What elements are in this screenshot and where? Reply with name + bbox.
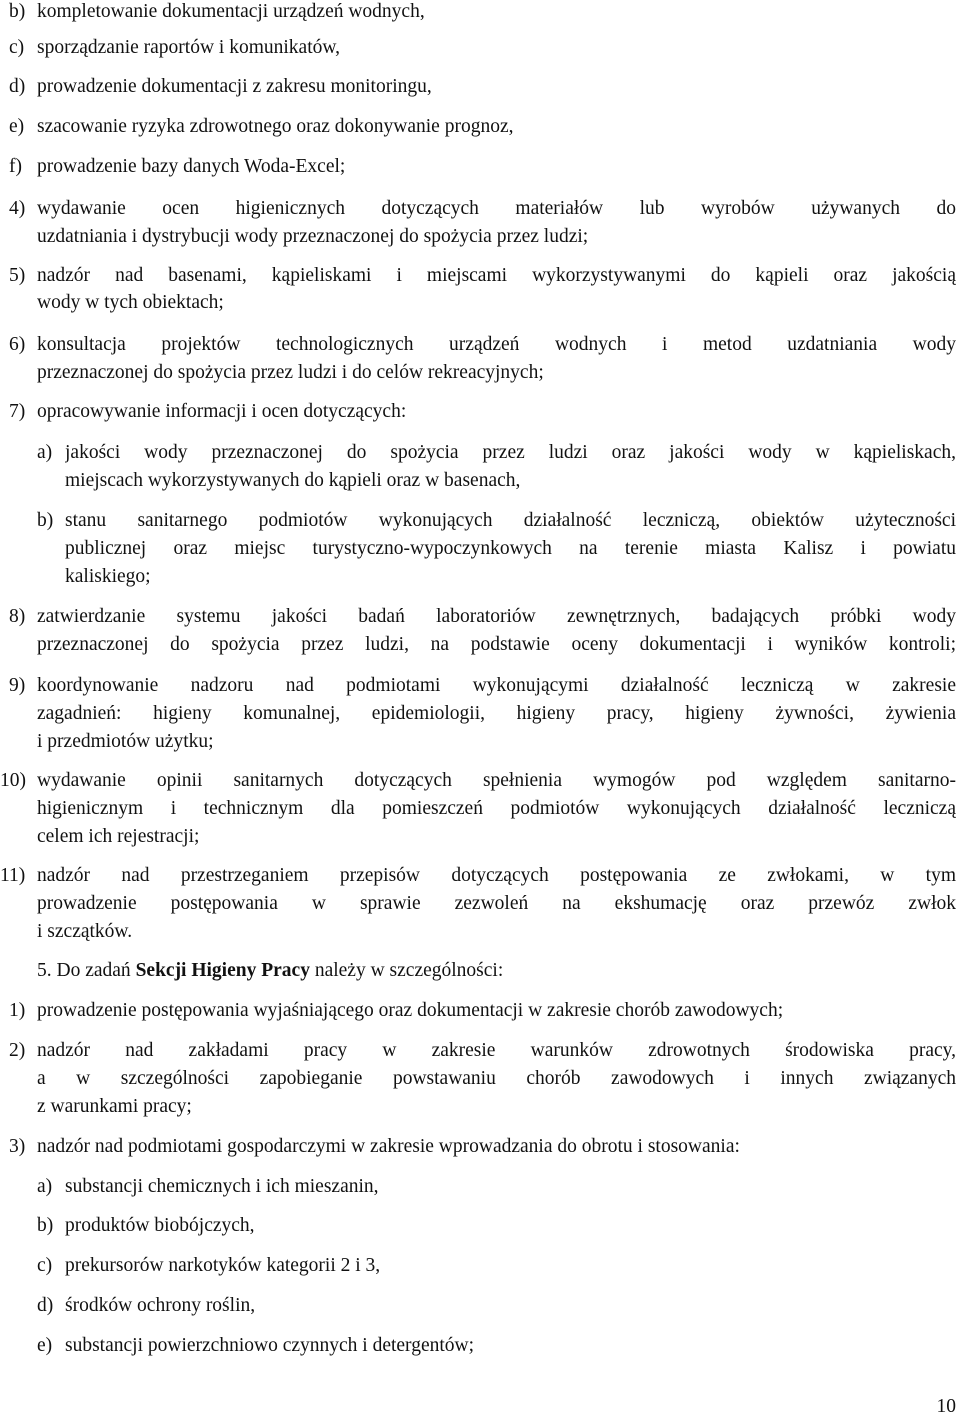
list-item-line: konsultacja projektów technologicznych urządzeń wodnych i metod uzdatniania wody (37, 334, 956, 355)
list-marker: b) (37, 510, 54, 531)
list-item: prowadzenie dokumentacji z zakresu monitoringu, (37, 76, 432, 97)
list-item-line: prowadzenie postępowania wyjaśniającego oraz dokumentacji w zakresie chorób zawodowych; (37, 1000, 784, 1021)
list-item-line: jakości wody przeznaczonej do spożycia przez ludzi oraz jakości wody w kąpieliskach, (65, 442, 956, 463)
list-item-line: kaliskiego; (65, 566, 151, 587)
list-item: substancji chemicznych i ich mieszanin, (65, 1176, 379, 1197)
list-item: sporządzanie raportów i komunikatów, (37, 37, 341, 58)
list-item: szacowanie ryzyka zdrowotnego oraz dokonywanie prognoz, (37, 116, 514, 137)
list-item-line: nadzór nad przestrzeganiem przepisów dotyczących postępowania ze zwłokami, w tym (37, 865, 956, 886)
list-item: prowadzenie bazy danych Woda-Excel; (37, 156, 346, 177)
list-marker: 10) (0, 770, 26, 791)
list-item-line: wydawanie opinii sanitarnych dotyczących spełnienia wymogów pod względem sanitarno- (37, 770, 956, 791)
list-marker: 5) (9, 265, 26, 286)
list-marker: c) (37, 1255, 53, 1276)
list-marker: b) (37, 1215, 54, 1236)
list-item-line: przeznaczonej do spożycia przez ludzi, na podstawie oceny dokumentacji i wyników kontroli; (37, 634, 956, 655)
list-marker: a) (37, 442, 53, 463)
list-item-line: przeznaczonej do spożycia przez ludzi i do celów rekreacyjnych; (37, 362, 544, 383)
list-item-line: opracowywanie informacji i ocen dotyczących: (37, 401, 407, 422)
list-item-line: nadzór nad podmiotami gospodarczymi w zakresie wprowadzania do obrotu i stosowania: (37, 1136, 740, 1157)
list-item-line: nadzór nad zakładami pracy w zakresie warunków zdrowotnych środowiska pracy, (37, 1040, 956, 1061)
list-item-line: higienicznym i technicznym dla pomieszczeń podmiotów wykonujących działalność leczniczą (37, 798, 956, 819)
list-marker: a) (37, 1176, 53, 1197)
list-item-line: publicznej oraz miejsc turystyczno-wypoczynkowych na terenie miasta Kalisz i powiatu (65, 538, 956, 559)
list-item-line: prowadzenie postępowania w sprawie zezwoleń na ekshumację oraz przewóz zwłok (37, 893, 956, 914)
list-marker: 6) (9, 334, 26, 355)
list-marker: 4) (9, 198, 26, 219)
list-marker: 1) (9, 1000, 26, 1021)
list-item: kompletowanie dokumentacji urządzeń wodnych, (37, 1, 425, 22)
list-marker: e) (37, 1335, 53, 1356)
section-heading-suffix: należy w szczególności: (309, 960, 504, 981)
list-item: środków ochrony roślin, (65, 1295, 256, 1316)
list-item-line: wydawanie ocen higienicznych dotyczących materiałów lub wyrobów używanych do (37, 198, 956, 219)
list-marker: 8) (9, 606, 26, 627)
list-marker: b) (9, 1, 26, 22)
list-item-line: celem ich rejestracji; (37, 826, 200, 847)
page-number: 10 (936, 1396, 956, 1417)
list-item-line: z warunkami pracy; (37, 1096, 192, 1117)
list-item-line: a w szczególności zapobieganie powstawaniu chorób zawodowych i innych związanych (37, 1068, 956, 1089)
list-item-line: i przedmiotów użytku; (37, 731, 214, 752)
list-item-line: koordynowanie nadzoru nad podmiotami wykonującymi działalność leczniczą w zakresie (37, 675, 956, 696)
list-item-line: nadzór nad basenami, kąpieliskami i miejscami wykorzystywanymi do kąpieli oraz jakością (37, 265, 956, 286)
list-item-line: i szczątków. (37, 921, 133, 942)
list-item: substancji powierzchniowo czynnych i detergentów; (65, 1335, 475, 1356)
list-marker: d) (9, 76, 26, 97)
list-marker: d) (37, 1295, 54, 1316)
section-heading-prefix: 5. Do zadań (37, 960, 136, 981)
list-marker: 11) (0, 865, 26, 886)
section-heading (37, 957, 503, 984)
list-item: produktów biobójczych, (65, 1215, 255, 1236)
list-marker: 3) (9, 1136, 26, 1157)
list-item-line: uzdatniania i dystrybucji wody przeznaczonej do spożycia przez ludzi; (37, 226, 589, 247)
list-marker: e) (9, 116, 25, 137)
list-marker: f) (9, 156, 22, 177)
list-marker: 9) (9, 675, 26, 696)
list-item-line: zatwierdzanie systemu jakości badań laboratoriów zewnętrznych, badających próbki wody (37, 606, 956, 627)
list-marker: 7) (9, 401, 26, 422)
list-item-line: miejscach wykorzystywanych do kąpieli oraz w basenach, (65, 470, 521, 491)
list-item: prekursorów narkotyków kategorii 2 i 3, (65, 1255, 381, 1276)
list-marker: 2) (9, 1040, 26, 1061)
list-item-line: wody w tych obiektach; (37, 292, 224, 313)
list-marker: c) (9, 37, 25, 58)
list-item-line: zagadnień: higieny komunalnej, epidemiologii, higieny pracy, higieny żywności, żywienia (37, 703, 956, 724)
section-heading-bold: Sekcji Higieny Pracy (135, 960, 310, 981)
list-item-line: stanu sanitarnego podmiotów wykonujących działalność leczniczą, obiektów użyteczności (65, 510, 956, 531)
